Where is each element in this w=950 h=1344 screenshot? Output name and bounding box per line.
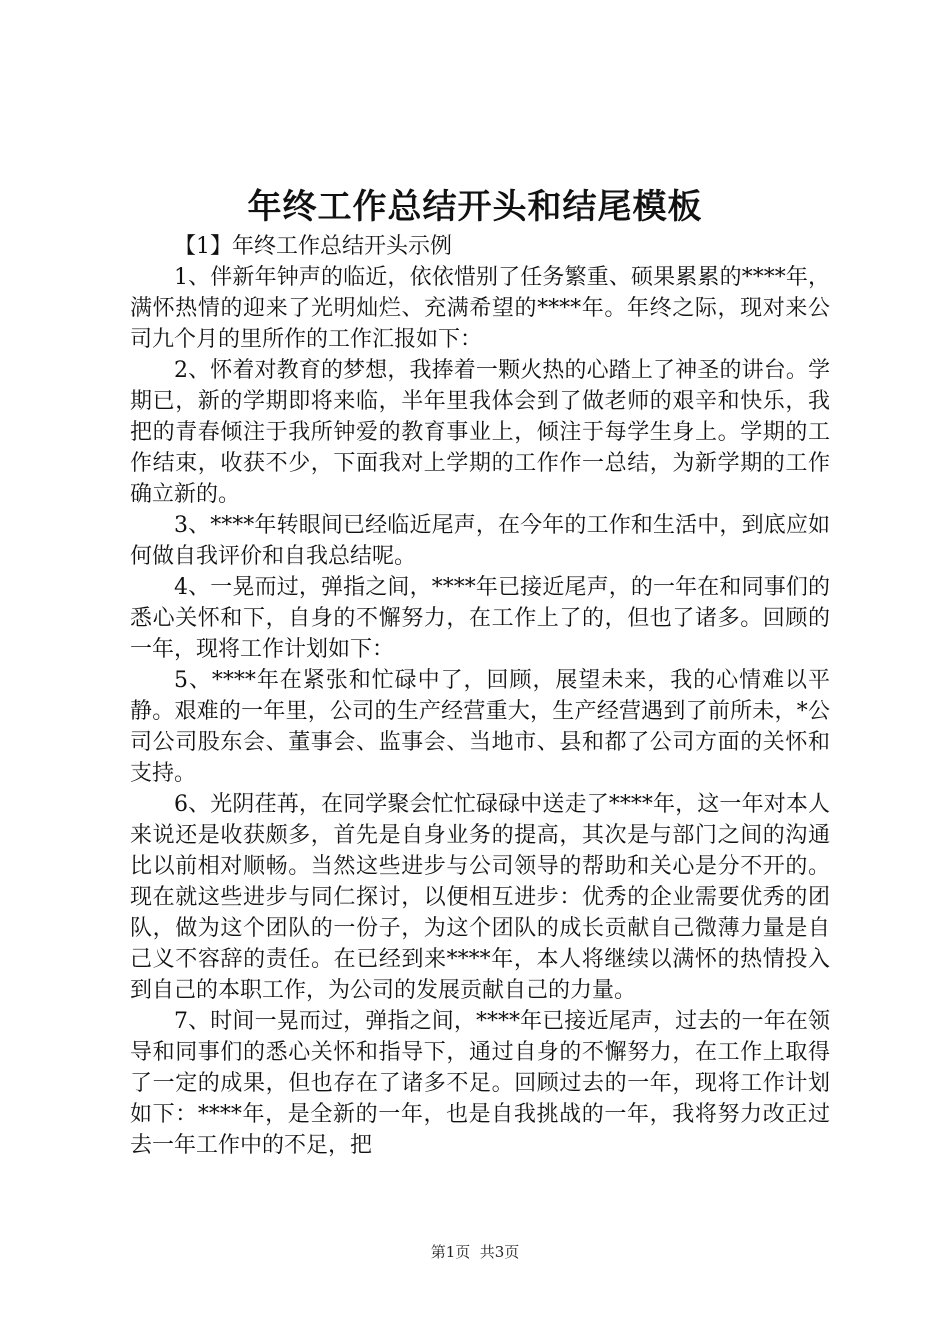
paragraph-4: 4、一晃而过，弹指之间，****年已接近尾声，的一年在和同事们的悉心关怀和下，自身的不懈努力，在工作上了的，但也了诸多。回顾的一年，现将工作计划如下：: [130, 575, 830, 662]
document-title: 年终工作总结开头和结尾模板: [247, 187, 703, 227]
paragraph-6: 6、光阴荏苒，在同学聚会忙忙碌碌中送走了****年，这一年对本人来说还是收获颇多，首先是自身业务的提高，其次是与部门之间的沟通比以前相对顺畅。当然这些进步与公司领导的帮助和关心是分不开的。现在就这些进步与同仁探讨，以便相互进步：优秀的企业需要优秀的团队，做为这个团队的一份子，为这个团队的成长贡献自己微薄力量是自己义不容辞的责任。在已经到来****年，本人将继续以满怀的热情投入到自己的本职工作，为公司的发展贡献自己的力量。: [130, 792, 830, 1003]
paragraph-2: 2、怀着对教育的梦想，我捧着一颗火热的心踏上了神圣的讲台。学期已，新的学期即将来临，半年里我体会到了做老师的艰辛和快乐，我把的青春倾注于我所钟爱的教育事业上，倾注于每学生身上。学期的工作结束，收获不少，下面我对上学期的工作作一总结，为新学期的工作确立新的。: [130, 358, 830, 507]
page-footer: [0, 1242, 950, 1262]
paragraph-3: 3、****年转眼间已经临近尾声，在今年的工作和生活中，到底应如何做自我评价和自我总结呢。: [130, 513, 830, 569]
section-heading: 【1】年终工作总结开头示例: [174, 234, 452, 259]
page-number: 第1页 共3页: [430, 1243, 520, 1261]
paragraph-5: 5、****年在紧张和忙碌中了，回顾，展望未来，我的心情难以平静。艰难的一年里，公司的生产经营重大，生产经营遇到了前所未，*公司公司股东会、董事会、监事会、当地市、县和都了公司方面的关怀和支持。: [130, 668, 830, 786]
document-body: [130, 231, 830, 1161]
paragraph-1: 1、伴新年钟声的临近，依依惜别了任务繁重、硕果累累的****年，满怀热情的迎来了光明灿烂、充满希望的****年。年终之际，现对来公司九个月的里所作的工作汇报如下：: [130, 265, 830, 352]
paragraph-7: 7、时间一晃而过，弹指之间，****年已接近尾声，过去的一年在领导和同事们的悉心关怀和指导下，通过自身的不懈努力，在工作上取得了一定的成果，但也存在了诸多不足。回顾过去的一年，现将工作计划如下：****年，是全新的一年，也是自我挑战的一年，我将努力改正过去一年工作中的不足，把: [130, 1009, 830, 1158]
